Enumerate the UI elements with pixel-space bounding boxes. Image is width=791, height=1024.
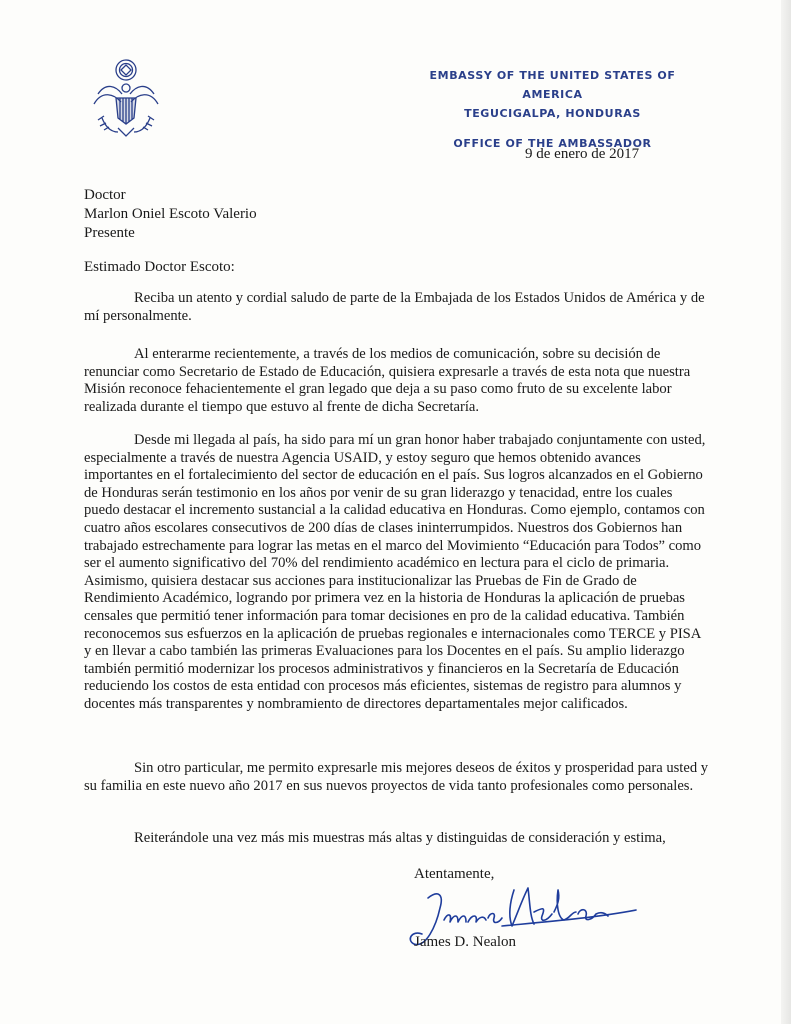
page-edge-shadow — [781, 0, 791, 1024]
paragraph-wishes: Sin otro particular, me permito expresarle mis mejores deseos de éxitos y prosperidad para usted y su familia en este nuevo año 2017 en sus nuevos proyectos de vida tanto profesionales como personales. — [84, 760, 709, 794]
office-name: OFFICE OF THE AMBASSADOR — [453, 137, 652, 150]
signer-name: James D. Nealon — [414, 934, 517, 950]
paragraph-greeting: Reciba un atento y cordial saludo de parte de la Embajada de los Estados Unidos de América y de mí personalmente. — [84, 290, 705, 324]
closing-phrase: Atentamente, — [414, 866, 495, 882]
paragraph-resignation: Al enterarme recientemente, a través de los medios de comunicación, sobre su decisión de renunciar como Secretario de Estado de Educación, quisiera expresarle a través de esta nota que nuestra Misión reconoce fehacientemente el gran legado que deja a su paso como fruto de su excelente labor realizada durante el tiempo que estuvo al frente de dicha Secretaría. — [84, 346, 691, 415]
paragraph-regards: Reiterándole una vez más mis muestras más altas y distinguidas de consideración y estima, — [134, 830, 666, 846]
embassy-name: EMBASSY OF THE UNITED STATES OF AMERICA — [429, 69, 676, 101]
salutation: Estimado Doctor Escoto: — [84, 259, 235, 275]
recipient-block — [84, 186, 257, 243]
letter-date: 9 de enero de 2017 — [525, 146, 640, 162]
recipient-title: Doctor — [84, 187, 126, 203]
recipient-presente: Presente — [84, 225, 135, 241]
embassy-location: TEGUCIGALPA, HONDURAS — [464, 107, 641, 120]
letterhead — [400, 66, 705, 153]
great-seal-icon — [88, 56, 164, 146]
recipient-name: Marlon Oniel Escoto Valerio — [84, 206, 257, 222]
paragraph-achievements: Desde mi llegada al país, ha sido para mí un gran honor haber trabajado conjuntamente con usted, especialmente a través de nuestra Agencia USAID, y estoy seguro que hemos obtenido avances importantes en el fortalecimiento del sector de educación en el país. Sus logros alcanzados en el Gobierno de Honduras serán testimonio en los años por venir de su gran liderazgo y tenacidad, entre los cuales puedo destacar el incremento sustancial a la calidad educativa en Honduras. Como ejemplo, contamos con cuatro años escolares consecutivos de 200 días de clases ininterrumpidos. Nuestros dos Gobiernos han trabajado estrechamente para lograr las metas en el marco del Movimiento “Educación para Todos” como ser el aumento significativo del 70% del rendimiento académico en lectura para el ciclo de primaria. Asimismo, quisiera destacar sus acciones para institucionalizar las Pruebas de Fin de Grado de Rendimiento Académico, logrando por primera vez en la historia de Honduras la aplicación de pruebas censales que permitió tener información para tomar decisiones en pro de la calidad educativa. También reconocemos sus esfuerzos en la aplicación de pruebas regionales e internacionales como TERCE y PISA y en llevar a cabo también las primeras Evaluaciones para los Docentes en el país. Su amplio liderazgo también permitió modernizar los procesos administrativos y financieros en la Secretaría de Educación reduciendo los costos de esta entidad con procesos más eficientes, sistemas de registro para alumnos y docentes más transparentes y nombramiento de directores departamentales mejor calificados. — [84, 432, 706, 712]
